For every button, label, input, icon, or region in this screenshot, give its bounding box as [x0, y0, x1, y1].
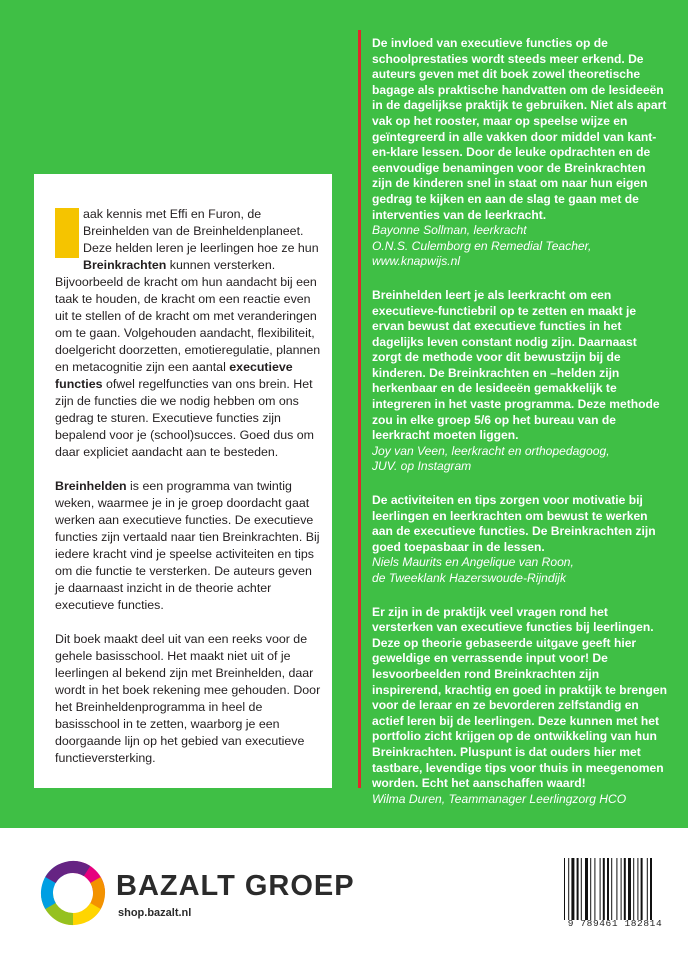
review-author-line1: Bayonne Sollman, leerkracht	[372, 223, 527, 238]
barcode-bar	[633, 858, 634, 920]
review-author-line1: Niels Maurits en Angelique van Roon,	[372, 555, 574, 570]
review	[372, 36, 668, 270]
review	[372, 605, 668, 808]
brand-name: BAZALT GROEP	[116, 870, 355, 902]
isbn-digits: 9 789461 182814	[567, 918, 663, 929]
intro-p1-bold-breinkrachten: Breinkrachten	[83, 258, 167, 272]
dropcap-m: M	[55, 208, 79, 258]
intro-p1-bold-executieve: executieve functies	[55, 360, 293, 391]
review-author-line1: Joy van Veen, leerkracht en orthopedagoog,	[372, 443, 610, 458]
barcode-bar	[594, 858, 595, 920]
barcode-bar	[607, 858, 609, 920]
barcode-bar	[647, 858, 648, 920]
barcode-bar	[571, 858, 574, 920]
red-divider-line	[358, 30, 361, 788]
intro-paragraph-1	[55, 206, 321, 461]
barcode-bar	[624, 858, 626, 920]
barcode-bar	[585, 858, 588, 920]
review-author-line1: Wilma Duren, Teammanager Leerlingzorg HCO	[372, 791, 627, 806]
bazalt-ring-logo-icon	[40, 860, 106, 926]
intro-p2-bold-breinhelden: Breinhelden	[55, 479, 127, 493]
review-text: Breinhelden leert je als leerkracht om een executieve-functiebril op te zetten en maakt je ervan bewust dat executieve functies in het dagelijks leven constant nodig zijn. Daarnaast zorgt de methode voor dit bewustzijn bij de kinderen. De Breinkrachten en –helden zijn herkenbaar en de lesideeën gemakkelijk te integreren in het vaste programma. Deze methode zou in elke groep 5/6 op het bureau van de leerkracht moeten liggen.	[372, 287, 660, 443]
review-author-line2: de Tweeklank Hazerswoude-Rijndijk	[372, 571, 567, 585]
intro-p1-tail: ofwel regelfuncties van ons brein. Het zijn de functies die we nodig hebben om ons gedrag te sturen. Executieve functies zijn bepalend voor je (school)succes. Goed dus om daar expliciet aandacht aan te besteden.	[55, 377, 314, 459]
intro-paragraph-3	[55, 631, 321, 767]
barcode-bar	[581, 858, 582, 920]
review	[372, 288, 668, 475]
review-text: De invloed van executieve functies op de schoolprestaties wordt steeds meer erkend. De auteurs geven met dit boek zowel theoretische bagage als praktische handvatten om de lesideeën in de dagelijkse praktijk te gebruiken. Niet als apart vak op het rooster, maar op speelse wijze en geïntegreerd in alle vakken door middel van kant-en-klare lessen. Door de leuke opdrachten en de eenvoudige benamingen voor de Breinkrachten zijn de kinderen snel in staat om naar hun eigen gedrag te kijken en aan de slag te gaan met de interventies van de leerkracht.	[372, 36, 667, 222]
barcode-bar	[600, 858, 601, 920]
barcode-bar	[621, 858, 622, 920]
review-author-line2: JUV. op Instagram	[372, 459, 472, 474]
intro-p2-text: is een programma van twintig weken, waarmee je in je groep doordacht gaat werken aan executieve functies. De executieve functies zijn vertaald naar tien Breinkrachten. Bij iedere kracht vind je speelse activiteiten en tips om die functie te versterken. De auteurs geven je daarnaast inzicht in de theorie achter executieve functies.	[55, 479, 320, 612]
intro-p3-text: Dit boek maakt deel uit van een reeks voor de gehele basisschool. Het maakt niet uit of je leerlingen al bekend zijn met Breinhelden, daar wordt in het boek rekening mee gehouden. Door het Breinheldenprogramma in heel de basisschool in te zetten, waarborg je een doorgaande lijn op het gebied van executieve functieversterking.	[55, 632, 321, 765]
review-author-line2: O.N.S. Culemborg en Remedial Teacher, www.knapwijs.nl	[372, 238, 592, 269]
review	[372, 493, 668, 587]
intro-p1-lead: aak kennis met Effi en Furon, de Breinhelden van de Breinheldenplaneet. Deze helden leren je leerlingen hoe ze hun	[83, 207, 319, 255]
barcode-bar	[603, 858, 605, 920]
review-text: De activiteiten en tips zorgen voor motivatie bij leerlingen en leerkrachten om bewust te werken aan de executieve functies. De Breinkrachten zijn goed toepasbaar in de lessen.	[372, 493, 656, 554]
intro-paragraph-2	[55, 478, 321, 614]
review-text: Er zijn in de praktijk veel vragen rond het versterken van executieve functies bij leerlingen. Deze op theorie gebaseerde uitgave geeft hier geweldige en verrassende input voor! De lesvoorbeelden rond Breinkrachten zijn inspirerend, krachtig en goed in praktijk te brengen voor de leraar en ze bevorderen zelfstandig en actief leren bij de leerlingen. Deze kunnen met het portfolio zicht krijgen op de ontwikkeling van hun Breinkrachten. Pluspunt is dat ouders hier met tastbare, levendige tips voor thuis in meegenomen worden. Echt het aanschaffen waard!	[372, 604, 668, 791]
barcode-bar	[650, 858, 652, 920]
barcode-bar	[628, 858, 631, 920]
barcode-bar	[641, 858, 643, 920]
barcode-bar	[616, 858, 617, 920]
barcode-bar	[577, 858, 579, 920]
reviews-column	[372, 36, 668, 825]
intro-p1-mid: kunnen versterken. Bijvoorbeeld de kracht om hun aandacht bij een taak te houden, de kracht om een reactie even uit te stellen of de kracht om met veranderingen om te gaan. Volgehouden aandacht, flexibiliteit, doelgericht doorzetten, emotieregulatie, plannen en metacognitie zijn een aantal	[55, 258, 321, 374]
barcode-bar	[611, 858, 612, 920]
barcode-bar	[564, 858, 565, 920]
barcode-bar	[568, 858, 569, 920]
barcode-bar	[590, 858, 591, 920]
intro-text	[55, 206, 321, 784]
brand-url[interactable]: shop.bazalt.nl	[118, 907, 192, 919]
barcode-bar	[637, 858, 638, 920]
